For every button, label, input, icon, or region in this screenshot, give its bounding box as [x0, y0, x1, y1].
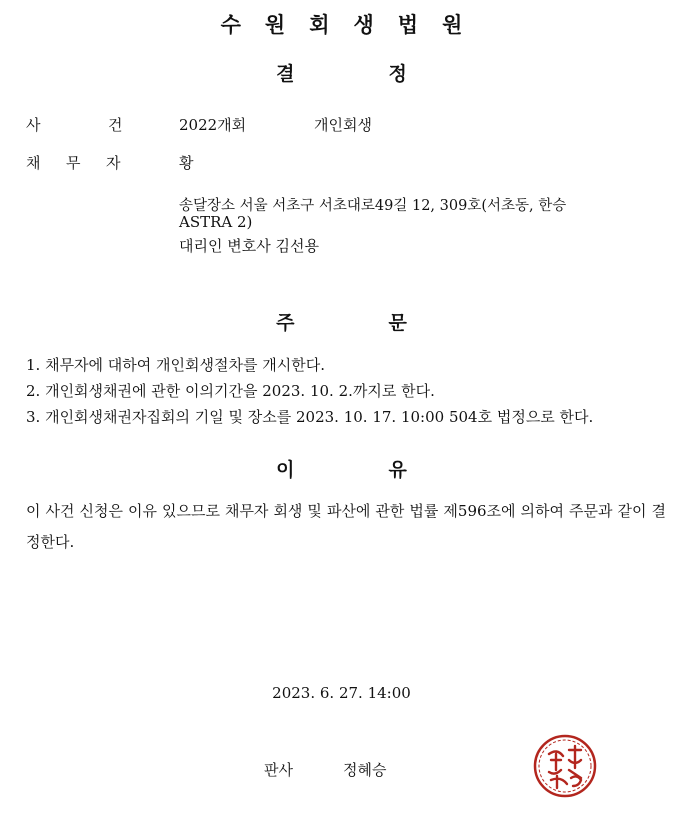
court-name-char: 원	[264, 13, 286, 37]
heading-char: 정	[388, 63, 407, 85]
label-char: 무	[66, 154, 81, 172]
order-item: 3. 개인회생채권자집회의 기일 및 장소를 2023. 10. 17. 10:00 504호 법정으로 한다.	[26, 408, 594, 426]
heading-char: 주	[276, 312, 295, 334]
case-type: 개인회생	[314, 116, 372, 134]
court-name-char: 생	[353, 13, 374, 37]
case-label	[26, 114, 148, 135]
court-name	[0, 9, 683, 39]
case-number: 2022개회	[179, 116, 247, 134]
court-name-char: 원	[442, 13, 463, 37]
order-heading	[0, 308, 683, 335]
order-item: 1. 채무자에 대하여 개인회생절차를 개시한다.	[26, 356, 325, 374]
heading-char: 이	[276, 459, 295, 481]
court-name-char: 수	[220, 13, 241, 37]
debtor-address-line2: ASTRA 2)	[179, 213, 253, 231]
label-char: 사	[26, 116, 41, 134]
judge-name: 정혜승	[343, 761, 387, 779]
debtor-label	[26, 152, 146, 173]
debtor-address-line1: 송달장소 서울 서초구 서초대로49길 12, 309호(서초동, 한승	[179, 198, 567, 214]
reason-text: 이 사건 신청은 이유 있으므로 채무자 회생 및 파산에 관한 법률 제596조에 의하여 주문과 같이 결정한다.	[26, 502, 666, 551]
court-seal-icon	[529, 730, 601, 802]
decision-date: 2023. 6. 27. 14:00	[272, 684, 411, 702]
heading-char: 유	[388, 459, 407, 481]
debtor-agent: 대리인 변호사 김선용	[179, 237, 319, 255]
court-name-char: 법	[397, 13, 419, 37]
debtor-name: 황	[179, 154, 194, 172]
judge-label: 판사	[264, 761, 293, 779]
label-char: 채	[26, 154, 41, 172]
heading-char: 결	[276, 63, 295, 85]
reason-heading	[0, 455, 683, 482]
order-item: 2. 개인회생채권에 관한 이의기간을 2023. 10. 2.까지로 한다.	[26, 382, 435, 400]
court-name-char: 회	[309, 13, 330, 37]
label-char: 건	[108, 116, 123, 134]
decision-heading	[0, 59, 683, 86]
heading-char: 문	[388, 312, 407, 334]
label-char: 자	[106, 154, 121, 172]
